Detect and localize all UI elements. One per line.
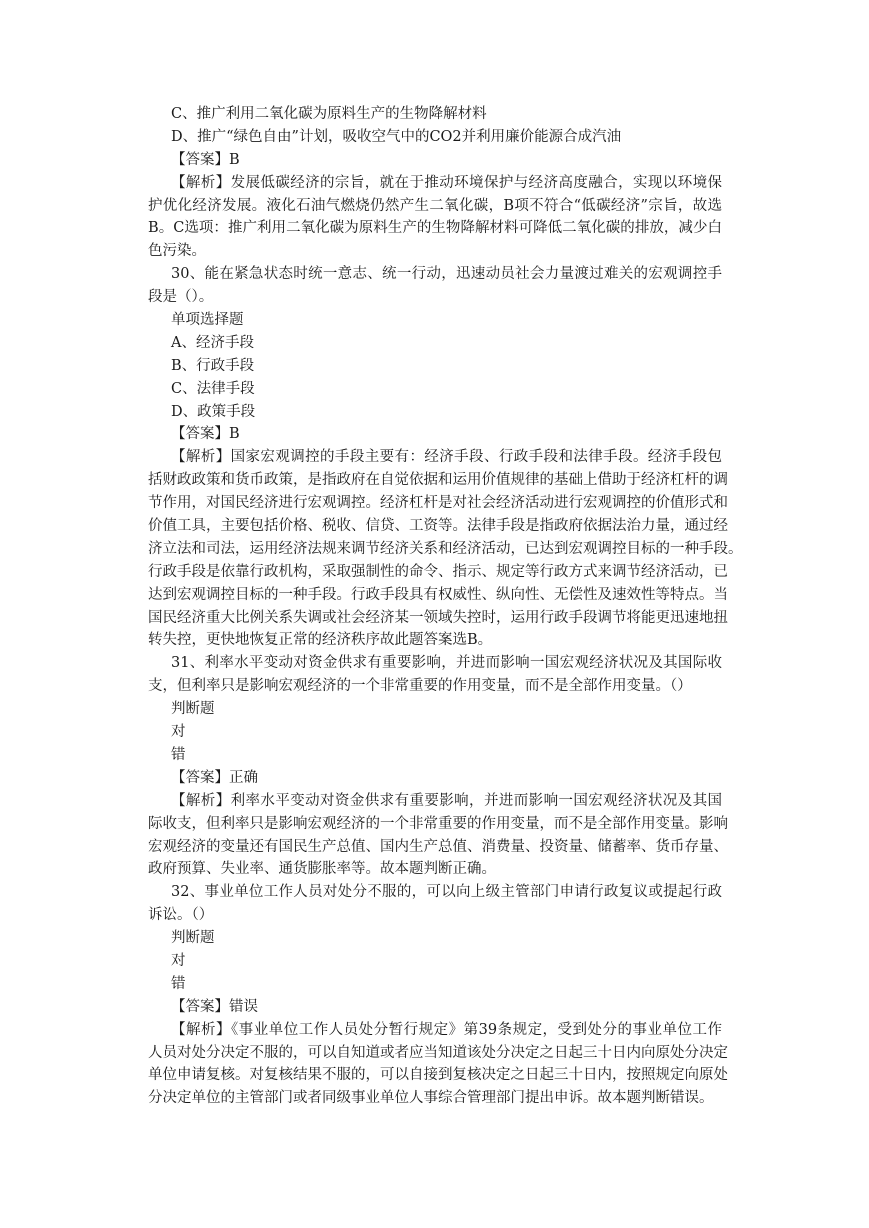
text-line: 行政手段是依靠行政机构，采取强制性的命令、指示、规定等行政方式来调节经济活动，已 [148, 563, 728, 580]
text-line: C、法律手段 [171, 380, 255, 397]
text-line: 色污染。 [148, 243, 206, 260]
text-line: 节作用，对国民经济进行宏观调控。经济杠杆是对社会经济活动进行宏观调控的价值形式和 [148, 495, 728, 512]
text-line: 判断题 [171, 930, 215, 947]
text-line: 济立法和司法，运用经济法规来调节经济关系和经济活动，已达到宏观调控目标的一种手段。 [148, 540, 743, 557]
document-page [148, 103, 743, 1110]
text-line: 对 [171, 724, 186, 741]
text-line: 诉讼。（） [148, 907, 214, 924]
text-line: 支，但利率只是影响宏观经济的一个非常重要的作用变量，而不是全部作用变量。（） [148, 678, 692, 695]
text-line: C、推广利用二氧化碳为原料生产的生物降解材料 [171, 106, 487, 122]
text-line: B。C选项：推广利用二氧化碳为原料生产的生物降解材料可降低二氧化碳的排放，减少白 [148, 220, 722, 237]
text-line: 【答案】B [171, 151, 240, 168]
text-line: 人员对处分决定不服的，可以自知道或者应当知道该处分决定之日起三十日内向原处分决定 [148, 1044, 728, 1061]
text-line: 单项选择题 [171, 312, 244, 329]
text-line: A、经济手段 [171, 334, 254, 351]
text-line: 政府预算、失业率、通货膨胀率等。故本题判断正确。 [148, 861, 496, 878]
text-line: 【答案】B [171, 426, 240, 443]
text-line: 国民经济重大比例关系失调或社会经济某一领域失控时，运用行政手段调节将能更迅速地扭 [148, 609, 728, 626]
text-line: 30、能在紧急状态时统一意志、统一行动，迅速动员社会力量渡过难关的宏观调控手 [171, 266, 722, 283]
text-line: 际收支，但利率只是影响宏观经济的一个非常重要的作用变量，而不是全部作用变量。影响 [148, 815, 728, 832]
text-line: 【答案】正确 [171, 769, 258, 786]
text-line: 【解析】《事业单位工作人员处分暂行规定》第39条规定，受到处分的事业单位工作 [171, 1021, 722, 1038]
text-line: 价值工具，主要包括价格、税收、信贷、工资等。法律手段是指政府依据法治力量，通过经 [148, 518, 728, 535]
text-line: 32、事业单位工作人员对处分不服的，可以向上级主管部门申请行政复议或提起行政 [171, 884, 722, 901]
text-line: 分决定单位的主管部门或者同级事业单位人事综合管理部门提出申诉。故本题判断错误。 [148, 1090, 714, 1107]
text-line: B、行政手段 [171, 357, 255, 374]
text-line: D、政策手段 [171, 403, 256, 420]
text-line: 【解析】利率水平变动对资金供求有重要影响，并进而影响一国宏观经济状况及其国 [171, 792, 722, 809]
text-line: 错 [171, 975, 186, 992]
text-line: 段是（）。 [148, 289, 214, 306]
text-line: 转失控，更快地恢复正常的经济秩序故此题答案选B。 [148, 632, 493, 649]
text-line: 对 [171, 952, 186, 969]
text-line: 【答案】错误 [171, 998, 258, 1015]
text-line: 判断题 [171, 701, 215, 718]
text-line: 【解析】发展低碳经济的宗旨，就在于推动环境保护与经济高度融合，实现以环境保 [171, 174, 722, 191]
text-line: 【解析】国家宏观调控的手段主要有：经济手段、行政手段和法律手段。经济手段包 [171, 449, 722, 466]
text-line: 单位申请复核。对复核结果不服的，可以自接到复核决定之日起三十日内，按照规定向原处 [148, 1067, 728, 1084]
text-line: 达到宏观调控目标的一种手段。行政手段具有权威性、纵向性、无偿性及速效性等特点。当 [148, 586, 728, 603]
text-line: 宏观经济的变量还有国民生产总值、国内生产总值、消费量、投资量、储蓄率、货币存量、 [148, 838, 728, 855]
text-line: 错 [171, 746, 186, 763]
text-line: 护优化经济发展。液化石油气燃烧仍然产生二氧化碳，B项不符合“低碳经济”宗旨，故选 [148, 197, 722, 214]
text-line: 括财政政策和货币政策，是指政府在自觉依据和运用价值规律的基础上借助于经济杠杆的调 [148, 472, 728, 489]
text-line: D、推广“绿色自由”计划，吸收空气中的CO2并利用廉价能源合成汽油 [171, 128, 622, 145]
text-line: 31、利率水平变动对资金供求有重要影响，并进而影响一国宏观经济状况及其国际收 [171, 655, 722, 672]
